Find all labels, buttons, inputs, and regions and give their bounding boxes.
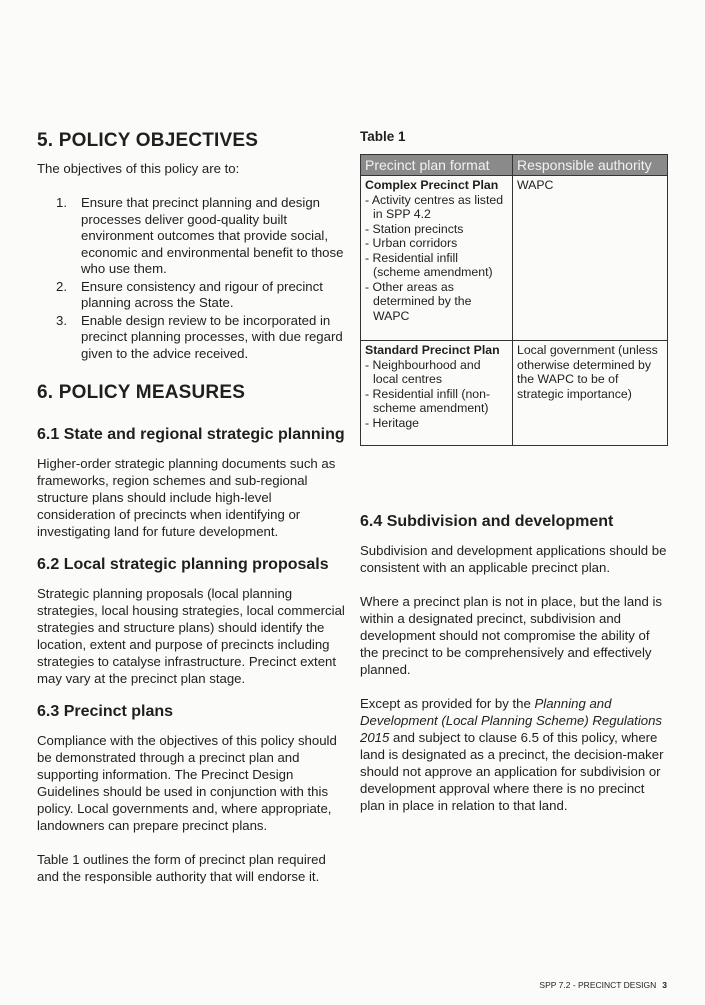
table-caption: Table 1 <box>360 129 406 144</box>
table-cell-authority: Local government (unless otherwise determined by the WAPC to be of strategic importance) <box>513 341 668 446</box>
page-footer <box>539 980 667 990</box>
section-6-1-body: Higher-order strategic planning documents such as frameworks, region schemes and sub-regional structure plans should include high-level consideration of precincts when identifying or investigating land for future development. <box>37 456 336 539</box>
list-item: 2. Ensure consistency and rigour of precinct planning across the State. <box>56 278 323 310</box>
section-6-2-body: Strategic planning proposals (local planning strategies, local housing strategies, local commercial strategies and structure plans) should identify the location, extent and purpose of precincts including strategies to catalyse infrastructure. Precinct extent may vary at the precinct plan stage. <box>37 586 345 686</box>
table-cell-format: Complex Precinct Plan - Activity centres as listed in SPP 4.2 - Station precincts - Urban corridors - Residential infill (scheme amendment) - Other areas as determined by the WAPC <box>361 176 513 341</box>
table-row <box>361 176 668 341</box>
right-column <box>360 128 670 813</box>
section-6-3-body-1: Compliance with the objectives of this policy should be demonstrated through a precinct plan and supporting information. The Precinct Design Guidelines should be used in conjunction with this policy. Local governments and, where appropriate, landowners can prepare precinct plans. <box>37 733 337 833</box>
section-6-3-heading: 6.3 Precinct plans <box>37 703 174 720</box>
section-5-heading: 5. POLICY OBJECTIVES <box>37 130 259 151</box>
table-header-format: Precinct plan format <box>361 155 513 176</box>
section-6-4-body-2: Where a precinct plan is not in place, but the land is within a designated precinct, subdivision and development should not compromise the ability of the precinct to be comprehensively and effectively planned. <box>360 594 663 677</box>
left-column <box>37 128 345 885</box>
section-6-1-heading: 6.1 State and regional strategic planning <box>37 426 345 443</box>
footer-doc-title: SPP 7.2 - PRECINCT DESIGN <box>539 980 657 990</box>
page-number: 3 <box>662 980 667 990</box>
objectives-list <box>37 195 345 362</box>
section-5-intro: The objectives of this policy are to: <box>37 161 240 176</box>
section-6-4-body-1: Subdivision and development applications should be consistent with an applicable precinct plan. <box>360 543 667 575</box>
section-6-heading: 6. POLICY MEASURES <box>37 382 246 403</box>
section-6-4-body-3: Except as provided for by the Planning and Development (Local Planning Scheme) Regulations 2015 and subject to clause 6.5 of this policy, where land is designated as a precinct, the decision-maker should not approve an application for subdivision or development approval where there is no precinct plan in place in relation to that land. <box>360 696 664 813</box>
list-item: 3. Enable design review to be incorporated in precinct planning processes, with due regard given to the advice received. <box>56 312 343 361</box>
section-6-2-heading: 6.2 Local strategic planning proposals <box>37 556 329 573</box>
table-header-authority: Responsible authority <box>513 155 668 176</box>
table-cell-authority: WAPC <box>513 176 668 341</box>
section-6-4-heading: 6.4 Subdivision and development <box>360 513 614 530</box>
table-header-row <box>361 155 668 176</box>
section-6-4-content <box>360 542 670 814</box>
list-item: 1. Ensure that precinct planning and design processes deliver good-quality built environment outcomes that provide social, economic and environmental benefit to those who use them. <box>56 195 344 276</box>
table-cell-format: Standard Precinct Plan - Neighbourhood and local centres - Residential infill (non-scheme amendment) - Heritage <box>361 341 513 446</box>
table-row <box>361 341 668 446</box>
table-1 <box>360 154 668 446</box>
section-6-3-body-2: Table 1 outlines the form of precinct plan required and the responsible authority that will endorse it. <box>37 852 326 884</box>
